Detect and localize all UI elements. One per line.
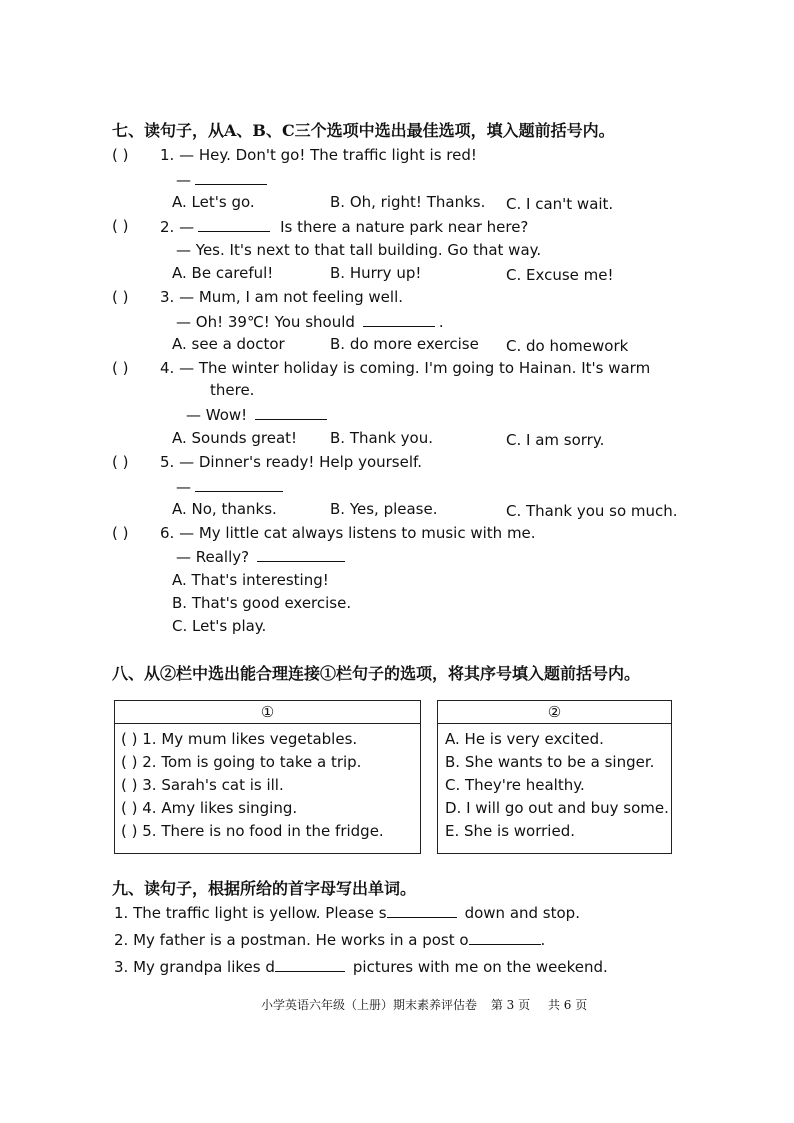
q5-answer-blank[interactable]	[195, 477, 283, 492]
column-1-header: ①	[115, 701, 420, 724]
option-d: D. I will go out and buy some.	[445, 799, 669, 817]
q2-option-b: B. Hurry up!	[330, 264, 422, 282]
q5-option-a: A. No, thanks.	[172, 500, 277, 518]
q1-paren[interactable]: ( )	[112, 146, 129, 164]
q5-option-c: C. Thank you so much.	[506, 502, 678, 520]
option-c: C. They're healthy.	[445, 776, 585, 794]
match-5-paren[interactable]: ( )	[121, 822, 138, 840]
q5-paren[interactable]: ( )	[112, 453, 129, 471]
q6-paren[interactable]: ( )	[112, 524, 129, 542]
option-e: E. She is worried.	[445, 822, 575, 840]
q1-option-b: B. Oh, right! Thanks.	[330, 193, 486, 211]
q4-option-b: B. Thank you.	[330, 429, 433, 447]
option-b: B. She wants to be a singer.	[445, 753, 655, 771]
fill-1-blank[interactable]	[387, 903, 457, 918]
match-4-text: 4. Amy likes singing.	[142, 799, 298, 817]
q3-line1: 3. — Mum, I am not feeling well.	[160, 288, 404, 306]
match-4-paren[interactable]: ( )	[121, 799, 138, 817]
q3-option-b: B. do more exercise	[330, 335, 479, 353]
q4-option-a: A. Sounds great!	[172, 429, 298, 447]
q2-line1: 2. — Is there a nature park near here?	[160, 218, 529, 236]
footer	[261, 996, 587, 1013]
match-5-text: 5. There is no food in the fridge.	[142, 822, 384, 840]
footer-title: 小学英语六年级（上册）期末素养评估卷	[261, 998, 478, 1012]
footer-page: 第 3 页	[490, 998, 531, 1012]
option-a: A. He is very excited.	[445, 730, 604, 748]
fill-3-blank[interactable]	[275, 957, 345, 972]
match-2-text: 2. Tom is going to take a trip.	[142, 753, 362, 771]
q6-answer-blank[interactable]	[257, 547, 345, 562]
match-3-paren[interactable]: ( )	[121, 776, 138, 794]
q3-option-c: C. do homework	[506, 337, 629, 355]
match-row-1	[121, 730, 357, 748]
match-row-5	[121, 822, 384, 840]
q2-option-c: C. Excuse me!	[506, 266, 614, 284]
match-2-paren[interactable]: ( )	[121, 753, 138, 771]
fill-item-3: 3. My grandpa likes d pictures with me on the weekend.	[114, 958, 608, 976]
q6-option-a: A. That's interesting!	[172, 571, 329, 589]
fill-item-1: 1. The traffic light is yellow. Please s down and stop.	[114, 904, 580, 922]
q6-option-b: B. That's good exercise.	[172, 594, 352, 612]
q6-line2: — Really?	[176, 547, 349, 566]
section8-heading: 八、从②栏中选出能合理连接①栏句子的选项，将其序号填入题前括号内。	[112, 664, 641, 683]
q5-line1: 5. — Dinner's ready! Help yourself.	[160, 453, 422, 471]
q3-option-a: A. see a doctor	[172, 335, 285, 353]
q1-line1: 1. — Hey. Don't go! The traffic light is red!	[160, 146, 477, 164]
q3-paren[interactable]: ( )	[112, 288, 129, 306]
fill-item-2: 2. My father is a postman. He works in a post o .	[114, 931, 546, 949]
section7-heading: 七、读句子，从A、B、C三个选项中选出最佳选项，填入题前括号内。	[112, 121, 615, 140]
q6-option-c: C. Let's play.	[172, 617, 267, 635]
column-2-header: ②	[438, 701, 671, 724]
q4-paren[interactable]: ( )	[112, 359, 129, 377]
q4-line2: there.	[210, 381, 255, 399]
q5-option-b: B. Yes, please.	[330, 500, 438, 518]
q2-answer-blank[interactable]	[198, 217, 270, 232]
q1-line2: —	[176, 170, 271, 189]
q1-option-a: A. Let's go.	[172, 193, 255, 211]
q2-option-a: A. Be careful!	[172, 264, 274, 282]
q3-answer-blank[interactable]	[363, 312, 435, 327]
q1-option-c: C. I can't wait.	[506, 195, 614, 213]
q4-option-c: C. I am sorry.	[506, 431, 605, 449]
footer-total: 共 6 页	[547, 998, 588, 1012]
match-row-4	[121, 799, 297, 817]
q5-line2: —	[176, 477, 287, 496]
q4-answer-blank[interactable]	[255, 405, 327, 420]
section9-heading: 九、读句子，根据所给的首字母写出单词。	[112, 879, 417, 898]
q2-paren[interactable]: ( )	[112, 217, 129, 235]
match-1-paren[interactable]: ( )	[121, 730, 138, 748]
fill-2-blank[interactable]	[469, 930, 541, 945]
match-row-3	[121, 776, 284, 794]
match-1-text: 1. My mum likes vegetables.	[142, 730, 358, 748]
matching-table-right	[437, 700, 672, 854]
q1-answer-blank[interactable]	[195, 170, 267, 185]
match-3-text: 3. Sarah's cat is ill.	[142, 776, 284, 794]
q4-line1: 4. — The winter holiday is coming. I'm going to Hainan. It's warm	[160, 359, 651, 377]
q2-line2: — Yes. It's next to that tall building. Go that way.	[176, 241, 542, 259]
match-row-2	[121, 753, 361, 771]
q3-line2: — Oh! 39℃! You should .	[176, 313, 444, 331]
q4-line3: — Wow!	[186, 405, 331, 424]
matching-table-left	[114, 700, 421, 854]
q6-line1: 6. — My little cat always listens to music with me.	[160, 524, 536, 542]
